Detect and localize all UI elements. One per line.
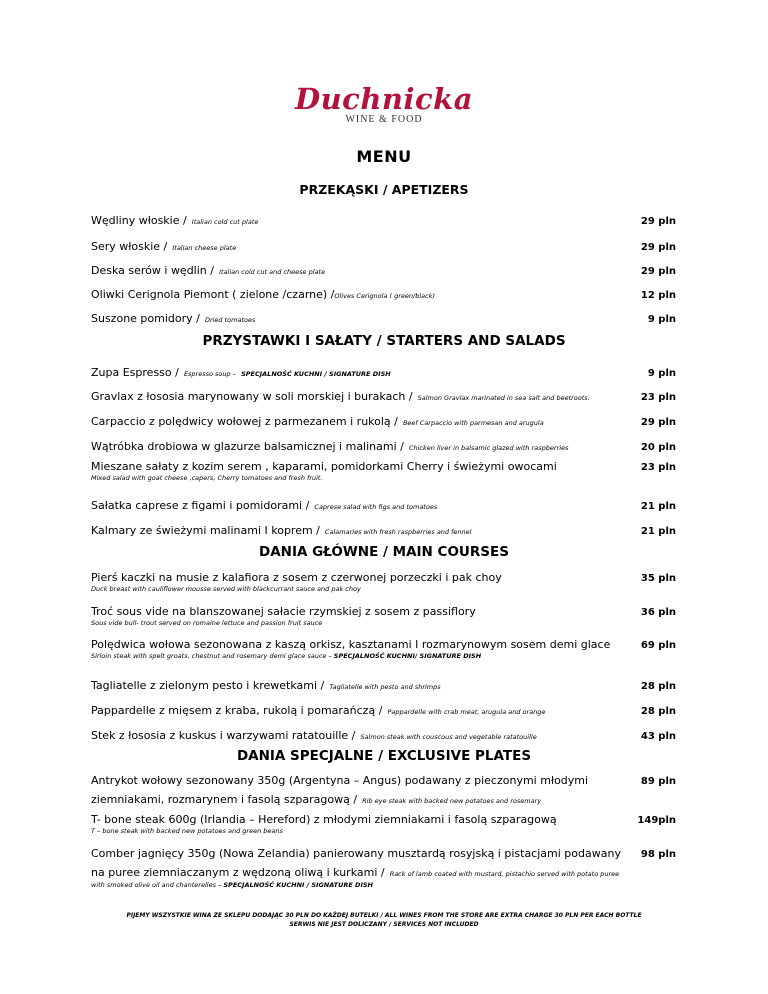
menu-item [91, 638, 676, 660]
menu-item [91, 259, 676, 278]
menu-item [91, 235, 676, 254]
item-english: T – bone steak with backed new potatoes and green beans [91, 827, 283, 835]
menu-item [91, 410, 676, 429]
item-name: Sałatka caprese z figami i pomidorami / [91, 499, 310, 512]
signature-dish-label: SPECJALNOŚĆ KUCHNI / SIGNATURE DISH [223, 881, 373, 889]
item-price: 149pln [637, 815, 676, 826]
menu-item [91, 209, 676, 228]
section-title-apetizers: PRZEKĄSKI / APETIZERS [299, 182, 469, 197]
item-name: Sery włoskie / [91, 240, 168, 253]
item-name: Tagliatelle z zielonym pesto i krewetkami / [91, 679, 325, 692]
item-price: 21 pln [640, 501, 676, 512]
item-english: Dried tomatoes [204, 316, 256, 324]
signature-dish-label: SPECJALNOŚĆ KUCHNI / SIGNATURE DISH [241, 370, 391, 378]
item-name: Wędliny włoskie / [91, 214, 187, 227]
item-english: Italian cold cut and cheese plate [219, 268, 326, 276]
item-price: 36 pln [640, 607, 676, 618]
item-name: Oliwki Cerignola Piemont ( zielone /czarne) / [91, 288, 335, 301]
menu-item [91, 385, 676, 404]
item-price: 20 pln [640, 442, 676, 453]
menu-item [91, 847, 676, 889]
signature-dish-label: SPECJALNOŚĆ KUCHNI/ SIGNATURE DISH [333, 652, 482, 660]
item-english: Rack of lamb coated with mustard, pistachio served with potato puree [389, 870, 620, 878]
restaurant-logo [0, 82, 768, 125]
item-name: Zupa Espresso / [91, 366, 179, 379]
item-name: Antrykot wołowy sezonowany 350g (Argentyna – Angus) podawany z pieczonymi młodymi [91, 774, 589, 787]
item-price: 43 pln [640, 731, 676, 742]
item-english: Italian cheese plate [172, 244, 237, 252]
logo-name: Duchnicka [294, 82, 474, 116]
menu-item [91, 605, 676, 627]
item-price: 12 pln [640, 290, 676, 301]
item-name: Wątróbka drobiowa w glazurze balsamicznej i malinami / [91, 440, 404, 453]
menu-item [91, 307, 676, 326]
item-name: Troć sous vide na blanszowanej sałacie rzymskiej z sosem z passiflory [91, 605, 476, 618]
item-price: 29 pln [640, 216, 676, 227]
menu-item [91, 774, 676, 807]
item-name: Deska serów i wędlin / [91, 264, 214, 277]
footer-service-note: SERWIS NIE JEST DOLICZANY / SERVICES NOT INCLUDED [289, 921, 479, 928]
item-price: 29 pln [640, 417, 676, 428]
item-english: Chicken liver in balsamic glazed with raspberries [408, 444, 569, 452]
item-name: Comber jagnięcy 350g (Nowa Zelandia) panierowany musztardą rosyjską i pistacjami podawany [91, 847, 621, 860]
footer-wine-note: PIJEMY WSZYSTKIE WINA ZE SKLEPU DODAJĄC 30 PLN DO KAŻDEJ BUTELKI / ALL WINES FROM THE STORE ARE EXTRA CHARGE 30 PLN PER EACH BOTTLE [126, 912, 642, 919]
menu-item [91, 724, 676, 743]
section-title-starters: PRZYSTAWKI I SAŁATY / STARTERS AND SALADS [202, 333, 566, 349]
menu-item [91, 494, 676, 513]
item-name: Kalmary ze świeżymi malinami I koprem / [91, 524, 320, 537]
item-english: Tagliatelle with pesto and shrimps [329, 683, 441, 691]
item-english: Salmon Gravlax marinated in sea salt and beetroots. [417, 394, 590, 402]
item-name: Gravlax z łososia marynowany w soli morskiej i burakach / [91, 390, 413, 403]
item-english: Duck breast with cauliflower mousse served with blackcurrant sauce and pak choy [91, 585, 361, 593]
item-name-line2: na puree ziemniaczanym z wędzoną oliwą i kurkami / [91, 866, 385, 879]
item-english-line2: with smoked olive oil and chanterelles – [91, 881, 222, 889]
item-english: Beef Carpaccio with parmesan and arugula [402, 419, 544, 427]
menu-item [91, 519, 676, 538]
logo-tagline: WINE & FOOD [345, 114, 423, 125]
item-english: Sous vide bull- trout served on romaine lettuce and passion fruit sauce [91, 619, 323, 627]
item-english: Caprese salad with figs and tomatoes [314, 503, 438, 511]
menu-item [91, 283, 676, 302]
item-name: Suszone pomidory / [91, 312, 200, 325]
footer-note [0, 911, 768, 929]
item-price: 29 pln [640, 266, 676, 277]
item-price: 21 pln [640, 526, 676, 537]
item-english: Mixed salad with goat cheese ,capers, Cherry tomatoes and fresh fruit. [91, 474, 323, 482]
item-price: 9 pln [647, 368, 676, 379]
menu-item [91, 460, 676, 482]
item-price: 69 pln [640, 640, 676, 651]
item-english: Olives Cerignola ( green/black) [334, 292, 435, 300]
section-title-exclusive: DANIA SPECJALNE / EXCLUSIVE PLATES [236, 748, 532, 764]
item-english: Calamaries with fresh raspberries and fennel [324, 528, 472, 536]
item-price: 23 pln [640, 392, 676, 403]
item-name: Mieszane sałaty z kozim serem , kaparami, pomidorkami Cherry i świeżymi owocami [91, 460, 557, 473]
item-price: 89 pln [640, 776, 676, 787]
section-title-mains: DANIA GŁÓWNE / MAIN COURSES [259, 544, 509, 560]
menu-item [91, 674, 676, 693]
menu-item [91, 813, 676, 835]
item-name: T- bone steak 600g (Irlandia – Hereford) z młodymi ziemniakami i fasolą szparagową [91, 813, 557, 826]
item-price: 35 pln [640, 573, 676, 584]
item-english: Salmon steak with couscous and vegetable ratatouille [360, 733, 537, 741]
item-name: Pappardelle z mięsem z kraba, rukolą i pomarańczą / [91, 704, 383, 717]
item-english: Pappardelle with crab meat, arugula and orange [387, 708, 546, 716]
item-price: 98 pln [640, 849, 676, 860]
item-name: Pierś kaczki na musie z kalafiora z sosem z czerwonej porzeczki i pak choy [91, 571, 502, 584]
item-price: 29 pln [640, 242, 676, 253]
item-english: Rib eye steak with backed new potatoes and rosemary [362, 797, 542, 805]
item-name: Polędwica wołowa sezonowana z kaszą orkisz, kasztanami I rozmarynowym sosem demi glace [91, 638, 611, 651]
item-name: Carpaccio z polędwicy wołowej z parmezanem i rukolą / [91, 415, 398, 428]
item-english: Italian cold cut plate [191, 218, 259, 226]
item-price: 23 pln [640, 462, 676, 473]
menu-title: MENU [356, 147, 412, 166]
item-english: Sirloin steak with spelt groats, chestnut and rosemary demi glace sauce – [91, 652, 332, 660]
item-name: Stek z łososia z kuskus i warzywami ratatouille / [91, 729, 356, 742]
item-name-line2: ziemniakami, rozmarynem i fasolą szparagową / [91, 793, 358, 806]
item-price: 28 pln [640, 706, 676, 717]
menu-item [91, 571, 676, 593]
menu-item [91, 435, 676, 454]
menu-item [91, 361, 676, 380]
menu-item [91, 699, 676, 718]
item-english: Espresso soup – [183, 370, 236, 378]
item-price: 9 pln [647, 314, 676, 325]
item-price: 28 pln [640, 681, 676, 692]
